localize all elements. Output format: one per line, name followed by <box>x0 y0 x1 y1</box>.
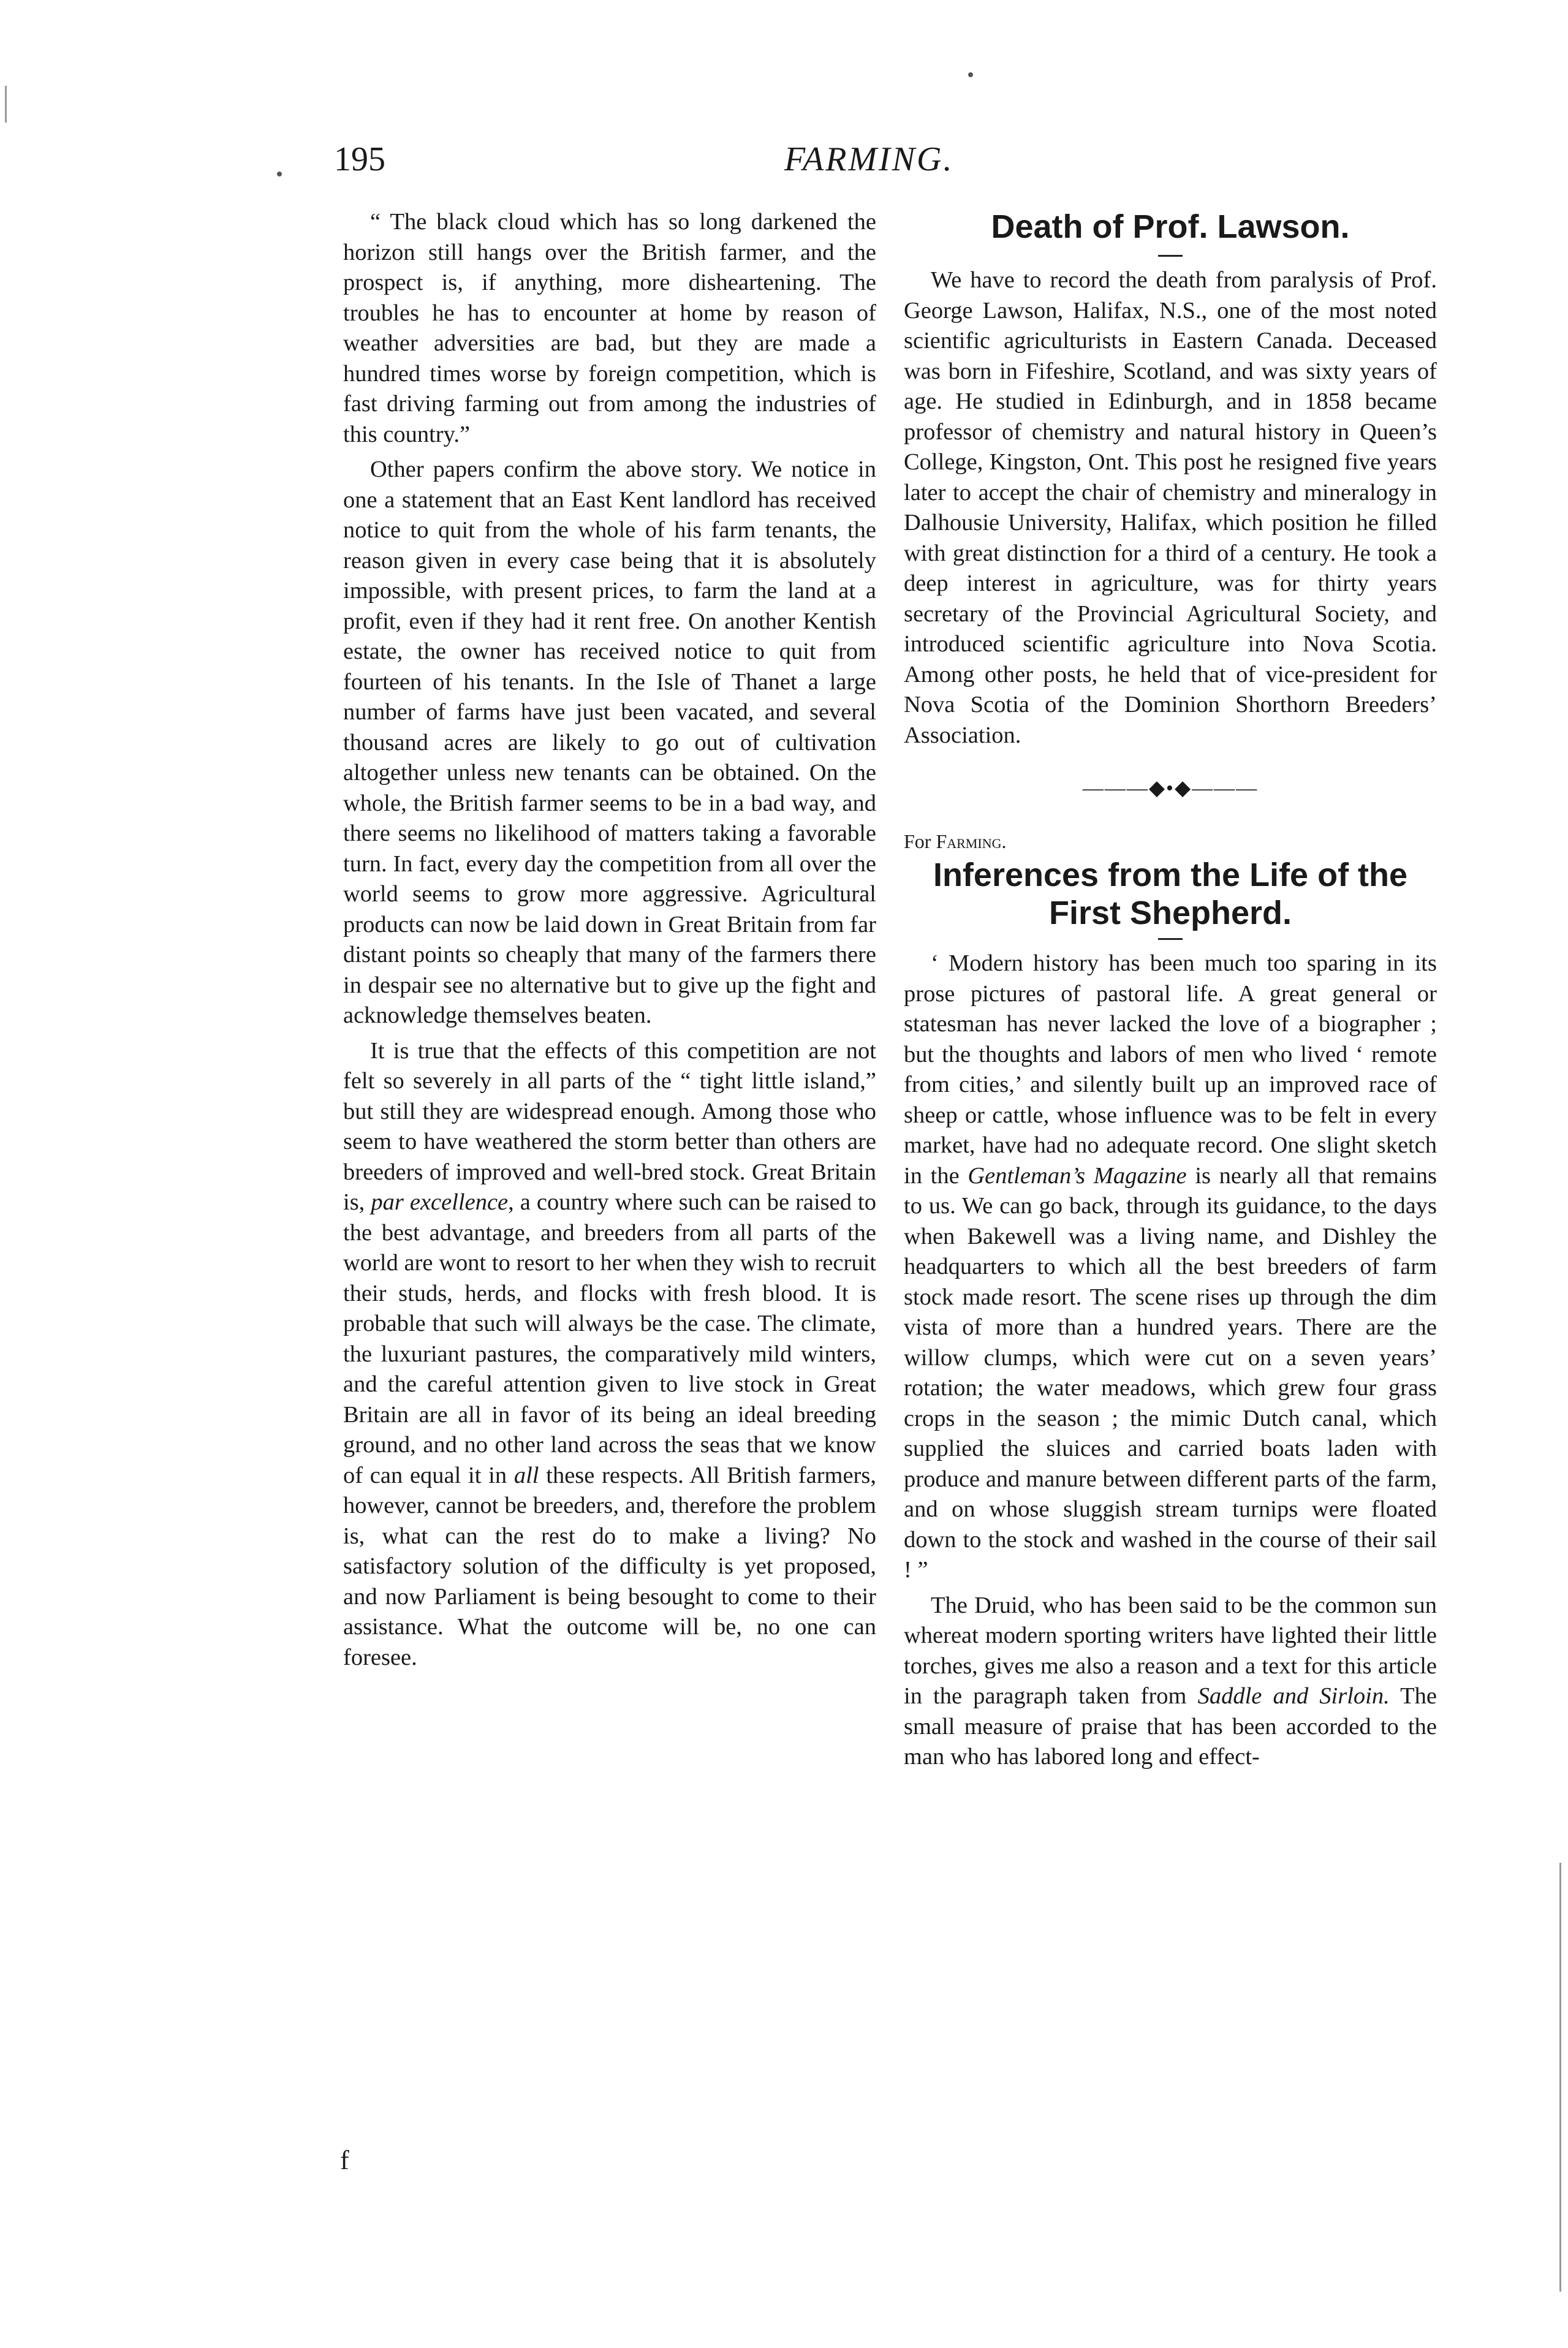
title-dash <box>1158 255 1183 257</box>
death-title: Death of Prof. Lawson. <box>991 208 1350 245</box>
bottom-mark: f <box>340 2145 349 2175</box>
page-speck <box>968 72 973 77</box>
for-farming-credit: For Farming. <box>904 830 1007 852</box>
right-edge-mark <box>1559 1863 1561 2292</box>
quoted-paragraph: “ The black cloud which has so long darkened the horizon still hangs over the British farmer, and the prospect is, if anything, more disheartening. The troubles he has to encounter at home by reason of weather adversities are bad, but they are made a hundred times worse by foreign competition, which is fast driving farming out from among the industries of this country.” <box>343 209 876 447</box>
death-paragraph: We have to record the death from paralysis of Prof. George Lawson, Halifax, N.S., one of the most noted scientific agriculturists in Eastern Canada. Deceased was born in Fifeshire, Scotland, and was sixty years of age. He studied in Edinburgh, and in 1858 became professor of chemistry and natural history in Queen’s College, Kingston, Ont. This post he resigned five years later to accept the chair of chemistry and mineralogy in Dalhousie University, Halifax, which position he filled with great distinction for a third of a century. He took a deep interest in agriculture, was for thirty years secretary of the Provincial Agricultural Society, and introduced scientific agriculture into Nova Scotia. Among other posts, he held that of vice-president for Nova Scotia of the Dominion Shorthorn Breeders’ Association. <box>904 267 1437 748</box>
left-column <box>343 207 876 1673</box>
inferences-title: Inferences from the Life of the First Shepherd. <box>933 857 1408 931</box>
section-divider: ———◆•◆——— <box>1082 777 1259 800</box>
running-head: FARMING. <box>784 140 954 178</box>
right-column <box>904 207 1437 1773</box>
other-papers-paragraph: Other papers confirm the above story. We notice in one a statement that an East Kent landlord has received notice to quit from the whole of his farm tenants, the reason given in every case being that it is absolutely impossible, with present prices, to farm the land at a profit, even if they had it rent free. On another Kentish estate, the owner has received notice to quit from fourteen of his tenants. In the Isle of Thanet a large number of farms have just been vacated, and several thousand acres are likely to go out of cultivation altogether unless new tenants can be obtained. On the whole, the British farmer seems to be in a bad way, and there seems no likelihood of matters taking a favorable turn. In fact, every day the competition from all over the world seems to grow more aggressive. Agricultural products can now be laid down in Great Britain from far distant points so cheaply that many of the farmers there in despair see no alternative but to give up the fight and acknowledge themselves beaten. <box>343 456 876 1028</box>
competition-paragraph: It is true that the effects of this competition are not felt so severely in all parts of the “ tight little island,” but still they are widespread enough. Among those who seem to have weathered the storm better than others are breeders of improved and well-bred stock. Great Britain is, par excellence, a country where such can be raised to the best advantage, and breeders from all parts of the world are wont to resort to her when they wish to recruit their studs, herds, and flocks with fresh blood. It is probable that such will always be the case. The climate, the luxuriant pastures, the comparatively mild winters, and the careful attention given to live stock in Great Britain are all in favor of its being an ideal breeding ground, and no other land across the seas that we know of can equal it in all these respects. All British farmers, however, cannot be breeders, and, therefore the problem is, what can the rest do to make a living? No satisfactory solution of the difficulty is yet proposed, and now Parliament is being besought to come to their assistance. What the outcome will be, no one can foresee. <box>343 1037 876 1670</box>
bakewell-quote-paragraph: ‘ Modern history has been much too sparing in its prose pictures of pastoral life. A great general or statesman has never lacked the love of a biographer ; but the thoughts and labors of men who lived ‘ remote from cities,’ and silently built up an improved race of sheep or cattle, whose influence was to be felt in every market, have had no adequate record. One slight sketch in the Gentleman’s Magazine is nearly all that remains to us. We can go back, through its guidance, to the days when Bakewell was a living name, and Dishley the headquarters to which all the best breeders of farm stock made resort. The scene rises up through the dim vista of more than a hundred years. There are the willow clumps, which were cut on a seven years’ rotation; the water meadows, which grew four grass crops in the season ; the mimic Dutch canal, which supplied the sluices and carried boats laden with produce and manure between different parts of the farm, and on whose sluggish stream turnips were floated down to the stock and washed in the course of their sail ! ” <box>904 950 1437 1583</box>
page-number: 195 <box>334 140 385 178</box>
title-dash-2 <box>1158 938 1183 940</box>
left-edge-mark <box>5 86 7 123</box>
druid-paragraph: The Druid, who has been said to be the common sun whereat modern sporting writers have lighted their little torches, gives me also a reason and a text for this article in the paragraph taken from Saddle and Sirloin. The small measure of praise that has been accorded to the man who has labored long and effect- <box>904 1592 1437 1770</box>
margin-speck <box>277 172 282 176</box>
